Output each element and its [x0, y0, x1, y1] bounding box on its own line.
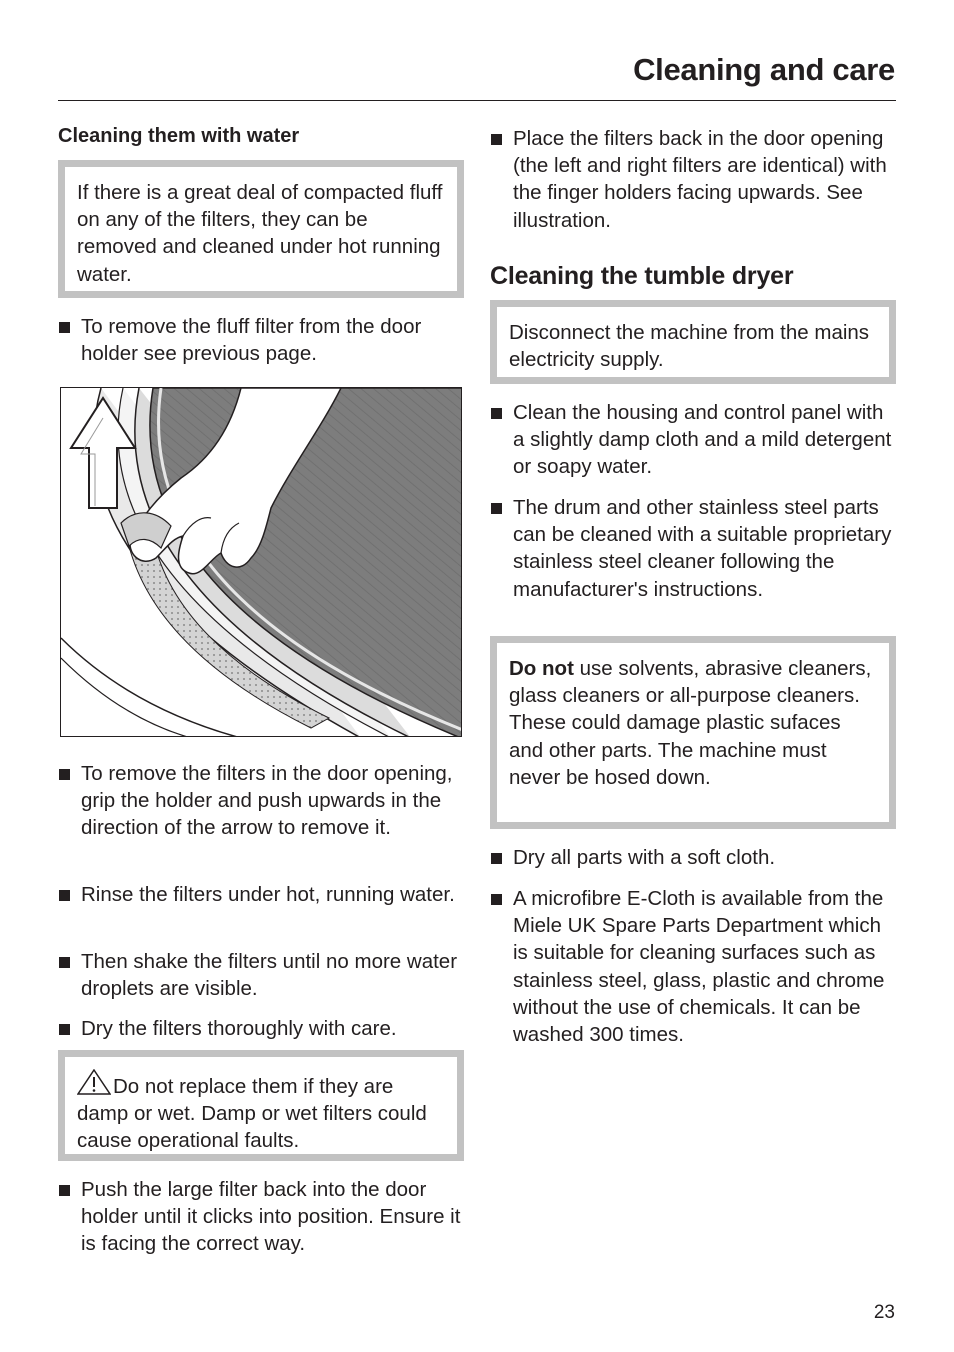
list-item [490, 494, 896, 603]
illustration-filter-removal [60, 387, 462, 737]
list-item [58, 948, 468, 1002]
info-box-text: If there is a great deal of compacted fluff on any of the filters, they can be removed and cleaned under hot running water. [77, 181, 443, 286]
info-box-compacted-fluff [58, 160, 464, 298]
list-item-text: Rinse the filters under hot, running water. [81, 883, 455, 906]
square-bullet-icon [491, 503, 502, 514]
filter-removal-illustration [61, 388, 462, 737]
list-item-text: To remove the filters in the door opening, grip the holder and push upwards in the direction of the arrow to remove it. [81, 762, 453, 840]
list-item [58, 881, 468, 908]
list-item-text: Dry the filters thoroughly with care. [81, 1017, 397, 1040]
list-item-text: Place the filters back in the door opening (the left and right filters are identical) with the finger holders facing upwards. See illustration. [513, 127, 887, 232]
square-bullet-icon [491, 894, 502, 905]
list-item [58, 1176, 468, 1258]
info-box-disconnect [490, 300, 896, 384]
caution-lead: Do not [509, 657, 574, 680]
square-bullet-icon [491, 408, 502, 419]
list-item [490, 399, 896, 481]
caution-box-cleaners [490, 636, 896, 829]
warning-text: Do not replace them if they are damp or wet. Damp or wet filters could cause operational faults. [77, 1075, 427, 1153]
square-bullet-icon [59, 769, 70, 780]
list-item-text: Dry all parts with a soft cloth. [513, 846, 776, 869]
list-item-text: Clean the housing and control panel with a slightly damp cloth and a mild detergent or soapy water. [513, 401, 892, 479]
square-bullet-icon [59, 1024, 70, 1035]
square-bullet-icon [491, 853, 502, 864]
info-box-text: Disconnect the machine from the mains electricity supply. [509, 321, 870, 372]
caution-rest: use solvents, abrasive cleaners, glass cleaners or all-purpose cleaners. These could damage plastic sufaces and other parts. The machine must never be hosed down. [509, 657, 872, 789]
warning-box-damp-filters [58, 1050, 464, 1161]
list-item [58, 1015, 468, 1042]
list-item [490, 885, 896, 1048]
list-item [490, 125, 896, 234]
list-item [490, 844, 896, 871]
square-bullet-icon [59, 322, 70, 333]
list-item-text: To remove the fluff filter from the door holder see previous page. [81, 315, 422, 366]
square-bullet-icon [59, 890, 70, 901]
list-item-text: Push the large filter back into the door holder until it clicks into position. Ensure it is facing the correct way. [81, 1178, 461, 1256]
page-title: Cleaning and care [633, 52, 895, 87]
square-bullet-icon [59, 1185, 70, 1196]
caution-box-text [509, 655, 877, 791]
list-item [58, 313, 468, 367]
warning-triangle-icon [77, 1069, 111, 1095]
subheading-cleaning-with-water: Cleaning them with water [58, 125, 300, 147]
list-item-text: A microfibre E-Cloth is available from the Miele UK Spare Parts Department which is suitable for cleaning surfaces such as stainless steel, glass, plastic and chrome without the use of chemicals. It can be washed 300 times. [513, 887, 885, 1047]
square-bullet-icon [59, 957, 70, 968]
page-number: 23 [873, 1302, 895, 1323]
list-item [58, 760, 468, 842]
list-item-text: The drum and other stainless steel parts can be cleaned with a suitable proprietary stainless steel cleaner following the manufacturer's instructions. [513, 496, 892, 601]
heading-cleaning-tumble-dryer: Cleaning the tumble dryer [490, 262, 794, 290]
list-item-text: Then shake the filters until no more water droplets are visible. [81, 950, 458, 1001]
square-bullet-icon [491, 134, 502, 145]
title-divider [58, 100, 896, 101]
warning-box-text [77, 1069, 445, 1155]
